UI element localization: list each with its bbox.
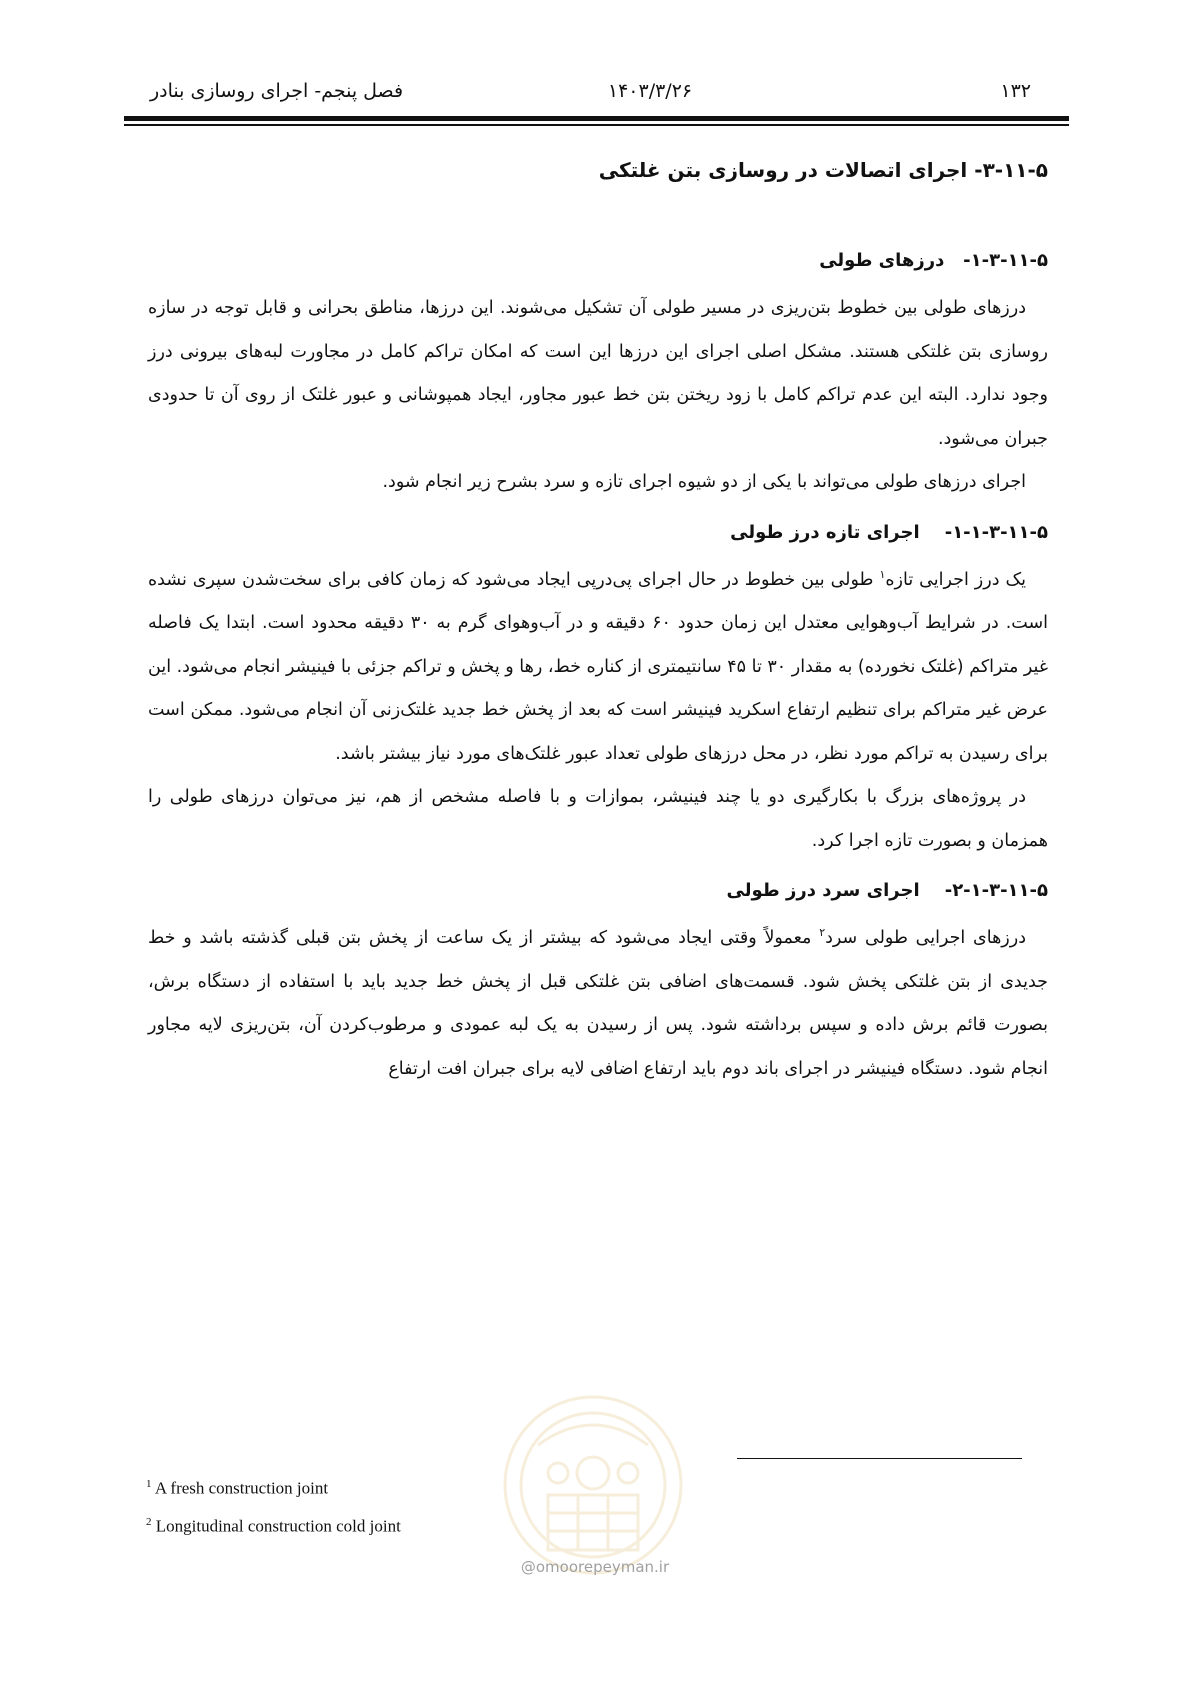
header-rule-thick <box>124 116 1069 121</box>
paragraph-text: درزهای اجرایی طولی سرد <box>825 928 1027 948</box>
footnote-text: Longitudinal construction cold joint <box>155 1516 401 1536</box>
footnote <box>146 1511 401 1538</box>
footnote-number: 1 <box>146 1478 152 1490</box>
page-number: ۱۳۲ <box>1000 80 1031 102</box>
paragraph-text: یک درز اجرایی تازه <box>885 569 1026 590</box>
header-date: ۱۴۰۳/۳/۲۶ <box>607 80 693 102</box>
footnote-marker: ۲ <box>819 926 826 940</box>
subsection-heading-longitudinal-joints: ۱-۳-۱۱-۵- درزهای طولی <box>819 250 1048 271</box>
paragraph-text: طولی بین خطوط در حال اجرای پی‌درپی ایجاد می‌شود که زمان کافی برای سخت‌شدن سپری نشده است. در شرایط آب‌وهوایی معتدل این زمان حدود ۶۰ دقیقه و در آب‌وهوای گرم به ۳۰ دقیقه محدود است. ابتدا یک فاصله غیر متراکم (غلتک نخورده) به مقدار ۳۰ تا ۴۵ سانتیمتری از کناره خط، رها و پخش و تراکم جزئی با فینیشر انجام می‌شود. این عرض غیر متراکم برای تنظیم ارتفاع اسکرید فینیشر است که بعد از پخش خط جدید غلتک‌زنی آن انجام می‌شود. ممکن است برای رسیدن به تراکم مورد نظر، در محل درزهای طولی تعداد عبور غلتک‌های مورد نیاز بیشتر باشد. <box>148 569 1049 764</box>
subsection-heading-cold-joint: ۲-۱-۳-۱۱-۵- اجرای سرد درز طولی <box>726 880 1048 901</box>
paragraph-text: معمولاً وقتی ایجاد می‌شود که بیشتر از یک ساعت از پخش بتن قبلی گذشته باشد و خط جدیدی از بتن غلتکی پخش شود. قسمت‌های اضافی بتن غلتکی قبل از پخش خط جدید باید با استفاده از دستگاه برش، بصورت قائم برش داده و سپس برداشته شود. پس از رسیدن به یک لبه عمودی و مرطوب‌کردن آن، بتن‌ریزی لایه مجاور انجام شود. دستگاه فینیشر در اجرای باند دوم باید ارتفاع اضافی لایه برای جبران افت ارتفاع <box>148 928 1048 1079</box>
footnote-separator <box>737 1458 1022 1459</box>
footnote-number: 2 <box>146 1516 152 1528</box>
watermark-seal-icon <box>478 1385 708 1615</box>
paragraph: درزهای طولی بین خطوط بتن‌ریزی در مسیر طولی آن تشکیل می‌شوند. این درزها، مناطق بحرانی و قابل توجه در سازه روسازی بتن غلتکی هستند. مشکل اصلی اجرای این درزها این است که امکان تراکم کامل در مجاورت لبه‌های بیرونی درز وجود ندارد. البته این عدم تراکم کامل با زود ریختن بتن خط عبور مجاور، ایجاد همپوشانی و عبور غلتک از روی آن تا حدودی جبران می‌شود. <box>148 298 1048 449</box>
footnote <box>146 1473 328 1500</box>
main-content <box>148 143 1048 1091</box>
paragraph-with-footnote <box>148 917 1048 1091</box>
paragraph: در پروژه‌های بزرگ با بکارگیری دو یا چند فینیشر، بموازات و با فاصله مشخص از هم، نیز می‌توان درزهای طولی را همزمان و بصورت تازه اجرا کرد. <box>148 787 1048 851</box>
chapter-title: فصل پنجم- اجرای روسازی بنادر <box>150 80 404 102</box>
footnote-marker: ۱ <box>879 567 886 581</box>
subsection-heading-fresh-joint: ۱-۱-۳-۱۱-۵- اجرای تازه درز طولی <box>730 521 1048 543</box>
footnote-text: A fresh construction joint <box>154 1478 329 1498</box>
paragraph-with-footnote <box>148 559 1048 777</box>
header-rule-thin <box>124 124 1069 126</box>
section-heading: ۳-۱۱-۵- اجرای اتصالات در روسازی بتن غلتکی <box>598 158 1048 182</box>
watermark-text: @omoorepeyman.ir <box>520 1558 670 1576</box>
paragraph: اجرای درزهای طولی می‌تواند با یکی از دو شیوه اجرای تازه و سرد بشرح زیر انجام شود. <box>382 472 1026 492</box>
